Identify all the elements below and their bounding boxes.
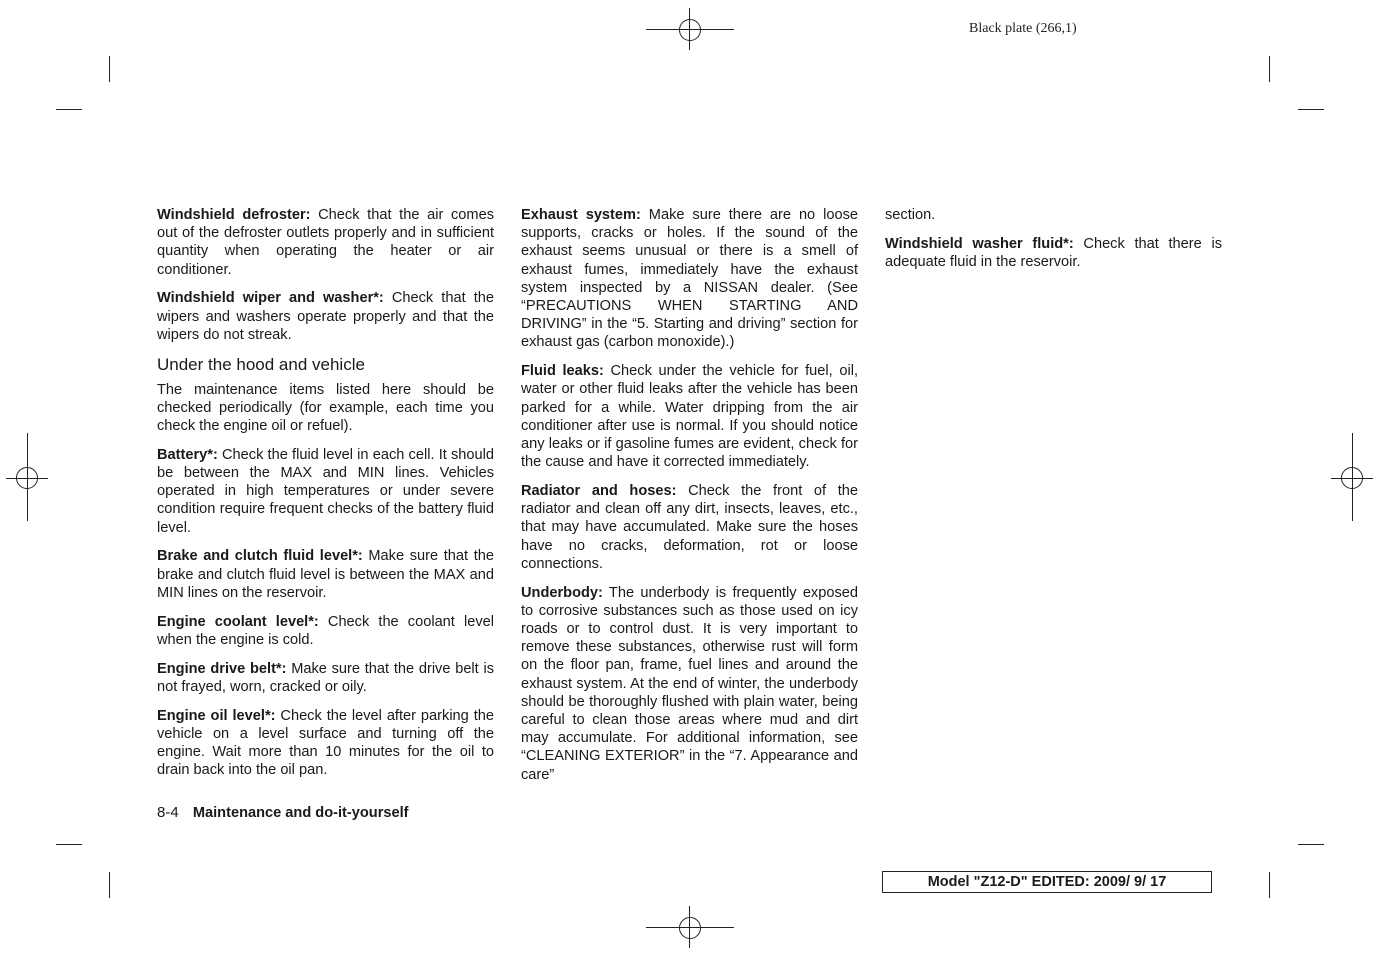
paragraph-drive-belt: Engine drive belt*: Make sure that the drive belt is not frayed, worn, cracked or oily. [157,660,494,695]
paragraph-battery: Battery*: Check the fluid level in each cell. It should be between the MAX and MIN lines. Vehicles operated in high temperatures or under severe condition require frequent checks of the battery fluid level. [157,446,494,536]
paragraph-washer-fluid: Windshield washer fluid*: Check that there is adequate fluid in the reservoir. [885,235,1222,270]
plate-label: Black plate (266,1) [969,21,1077,36]
section-heading: Under the hood and vehicle [157,354,365,374]
paragraph-brake-clutch: Brake and clutch fluid level*: Make sure that the brake and clutch fluid level is between the MAX and MIN lines on the reservoir. [157,548,494,601]
page-footer [157,804,409,821]
paragraph-coolant: Engine coolant level*: Check the coolant level when the engine is cold. [157,613,494,648]
paragraph-fluid-leaks: Fluid leaks: Check under the vehicle for fuel, oil, water or other fluid leaks after the vehicle has been parked for a while. Water dripping from the air conditioner after use is normal. If you should notice any leaks or if gasoline fumes are evident, check for the cause and have it corrected immediately. [521,363,858,471]
paragraph-radiator: Radiator and hoses: Check the front of the radiator and clean off any dirt, insects, leaves, etc., that may have accumulated. Make sure the hoses have no cracks, deformation, rot or loose connections. [521,483,858,572]
paragraph-exhaust: Exhaust system: Make sure there are no loose supports, cracks or holes. If the sound of the exhaust seems unusual or there is a smell of exhaust fumes, immediately have the exhaust system inspected by a NISSAN dealer. (See “PRECAUTIONS WHEN STARTING AND DRIVING” in the “5. Starting and driving” section for exhaust gas (carbon monoxide).) [521,207,858,351]
column-3 [885,206,1222,282]
paragraph-underbody: Underbody: The underbody is frequently exposed to corrosive substances such as those used on icy roads or to control dust. It is very important to remove these substances, otherwise rust will form on the floor pan, frame, fuel lines and around the exhaust system. At the end of winter, the underbody should be thoroughly flushed with plain water, being careful to clean those areas where mud and dirt may accumulate. For additional information, see “CLEANING EXTERIOR” in the “7. Appearance and care” [521,584,858,783]
paragraph-wiper-washer: Windshield wiper and washer*: Check that the wipers and washers operate properly and that the wipers do not streak. [157,290,494,343]
paragraph-windshield-defroster: Windshield defroster: Check that the air comes out of the defroster outlets properly and in sufficient quantity when operating the heater or air conditioner. [157,207,494,278]
paragraph-oil-level: Engine oil level*: Check the level after parking the vehicle on a level surface and turning off the engine. Wait more than 10 minutes for the oil to drain back into the oil pan. [157,707,494,779]
paragraph-intro: The maintenance items listed here should be checked periodically (for example, each time you check the engine oil or refuel). [157,381,494,435]
column-2 [521,206,858,794]
column-1 [157,206,494,790]
model-edit-box: Model "Z12-D" EDITED: 2009/ 9/ 17 [882,871,1212,893]
section-title: Maintenance and do-it-yourself [192,805,409,821]
page-number: 8-4 [157,804,179,821]
paragraph-continuation: section. [885,207,936,223]
